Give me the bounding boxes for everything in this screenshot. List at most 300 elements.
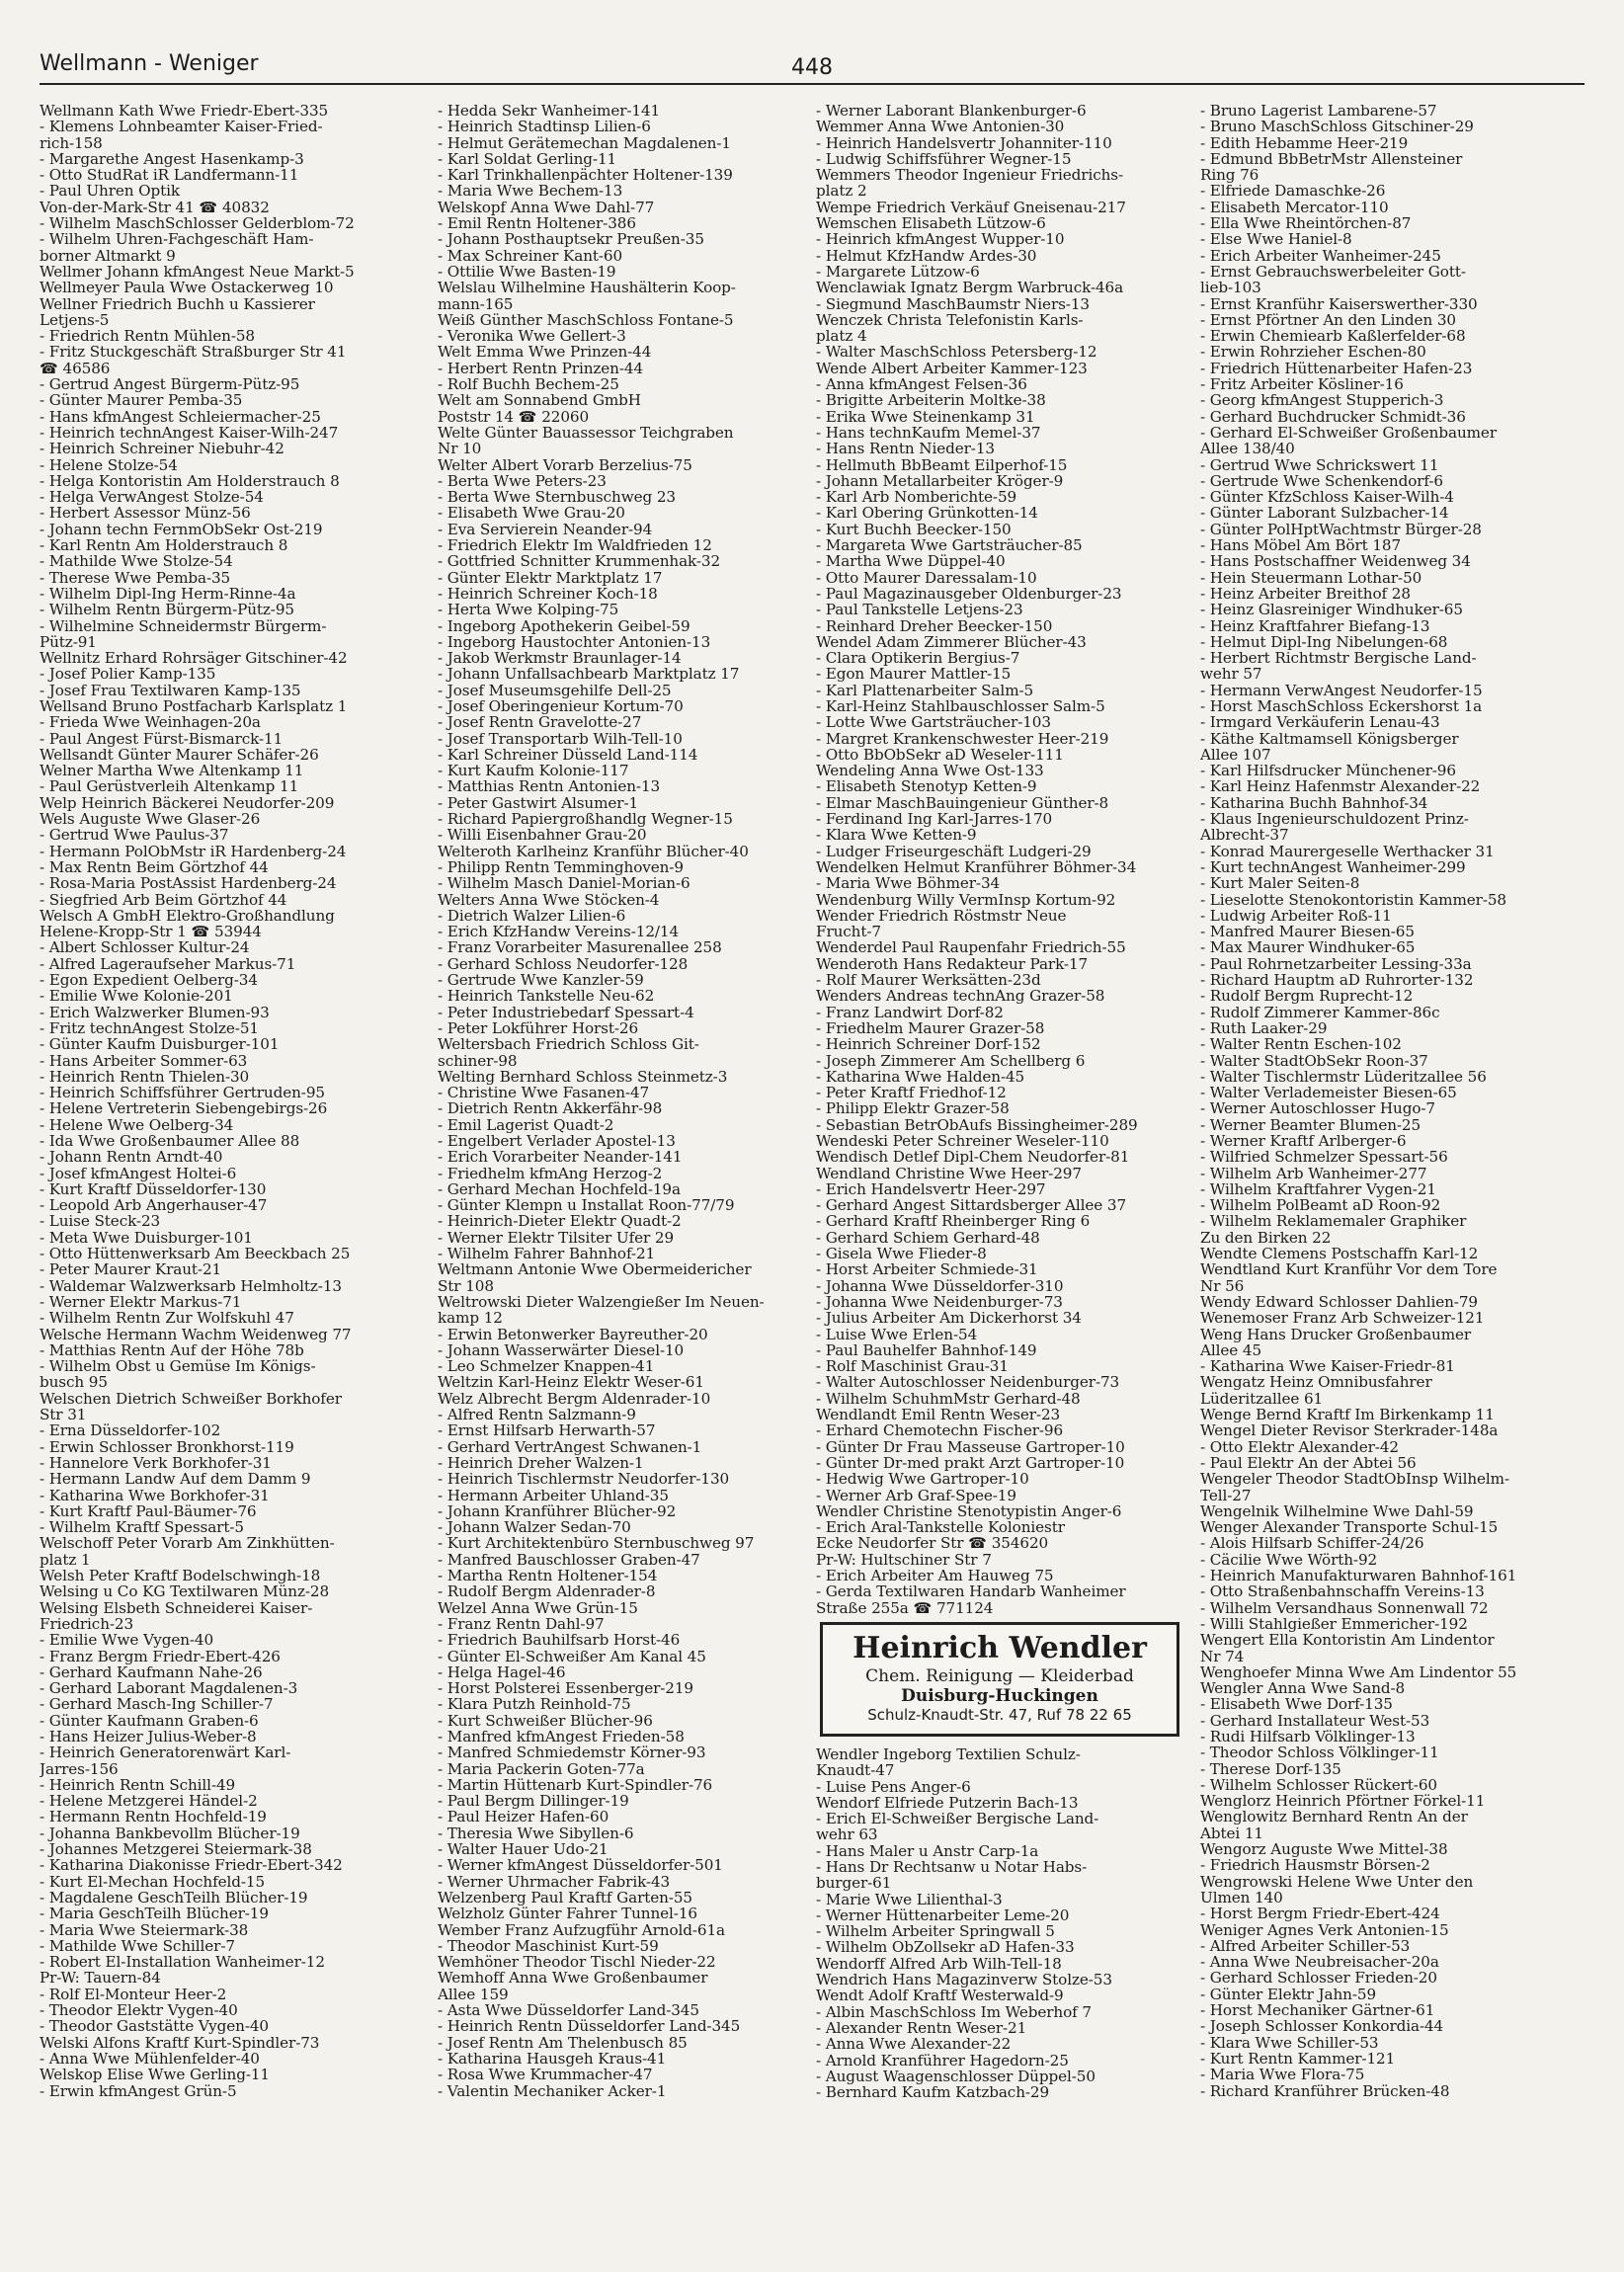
directory-entry: - Maria GeschTeilh Blücher-19 [40, 1906, 269, 1922]
column-2 [438, 103, 805, 2236]
directory-entry: Wendland Christine Wwe Heer-297 [816, 1165, 1082, 1181]
directory-entry: - Horst Bergm Friedr-Ebert-424 [1200, 1906, 1440, 1922]
directory-entry: - Johanna Bankbevollm Blücher-19 [40, 1825, 300, 1842]
directory-entry: - Maria Wwe Bechem-13 [438, 183, 623, 200]
directory-entry: - Hermann Rentn Hochfeld-19 [40, 1809, 267, 1826]
directory-entry: Ecke Neudorfer Str ☎ 354620 [816, 1535, 1049, 1552]
directory-entry: - Rudi Hilfsarb Völklinger-13 [1200, 1728, 1416, 1745]
directory-entry: Wember Franz Aufzugführ Arnold-61a [438, 1921, 726, 1938]
directory-entry: - Franz Vorarbeiter Masurenallee 258 [438, 939, 722, 956]
directory-entry: - Bruno MaschSchloss Gitschiner-29 [1200, 119, 1474, 135]
directory-entry: - Eva Servierein Neander-94 [438, 521, 653, 538]
directory-entry: - Walter Hauer Udo-21 [438, 1841, 609, 1858]
directory-entry: - Theodor Maschinist Kurt-59 [438, 1937, 659, 1955]
directory-entry: busch 95 [40, 1374, 108, 1391]
directory-entry: Welslau Wilhelmine Haushälterin Koop- [438, 280, 736, 296]
directory-entry: - Franz Landwirt Dorf-82 [816, 1004, 1004, 1020]
directory-entry: - Helene Vertreterin Siebengebirgs-26 [40, 1100, 328, 1117]
directory-entry: - Wilhelm ObZollsekr aD Hafen-33 [816, 1939, 1075, 1956]
directory-entry: - Magdalene GeschTeilh Blücher-19 [40, 1889, 308, 1907]
directory-entry: - Otto BbObSekr aD Weseler-111 [816, 746, 1064, 764]
directory-entry: - Josef Frau Textilwaren Kamp-135 [40, 682, 301, 698]
directory-entry: - Anna kfmAngest Felsen-36 [816, 376, 1027, 393]
directory-entry: - Helene Stolze-54 [40, 456, 178, 473]
directory-entry: - Frieda Wwe Weinhagen-20a [40, 714, 261, 731]
directory-entry: - Karl Plattenarbeiter Salm-5 [816, 682, 1034, 698]
directory-entry: - Leo Schmelzer Knappen-41 [438, 1358, 655, 1375]
directory-entry: - Philipp Elektr Grazer-58 [816, 1100, 1010, 1117]
directory-entry: - Günter KfzSchloss Kaiser-Wilh-4 [1200, 489, 1454, 506]
directory-entry: - Irmgard Verkäuferin Lenau-43 [1200, 714, 1440, 731]
directory-entry: - Johannes Metzgerei Steiermark-38 [40, 1841, 312, 1858]
directory-entry: - Katharina Hausgeh Kraus-41 [438, 2050, 667, 2068]
directory-entry: - Margareta Wwe Gartsträucher-85 [816, 537, 1083, 554]
directory-entry: - Otto Elektr Alexander-42 [1200, 1438, 1399, 1455]
directory-entry: - Robert El-Installation Wanheimer-12 [40, 1954, 325, 1971]
advertisement-box [820, 1622, 1179, 1737]
directory-entry: - Paul Magazinausgeber Oldenburger-23 [816, 585, 1122, 603]
header-range: Wellmann - Weniger [40, 51, 259, 76]
directory-entry: - Emilie Wwe Kolonie-201 [40, 988, 233, 1005]
directory-entry: - Veronika Wwe Gellert-3 [438, 328, 626, 345]
directory-entry: - Werner Autoschlosser Hugo-7 [1200, 1100, 1435, 1117]
directory-entry: Ring 76 [1200, 167, 1259, 184]
directory-entry: - Richard Papiergroßhandlg Wegner-15 [438, 811, 733, 828]
directory-entry: - Klara Wwe Schiller-53 [1200, 2034, 1379, 2051]
directory-entry: Wendlandt Emil Rentn Weser-23 [816, 1407, 1061, 1423]
directory-entry: - Günter PolHptWachtmstr Bürger-28 [1200, 521, 1482, 538]
directory-entry: Allee 159 [438, 1986, 509, 2003]
directory-entry: - Paul Gerüstverleih Altenkamp 11 [40, 778, 299, 795]
directory-entry: wehr 57 [1200, 666, 1262, 683]
directory-entry: Wendorf Elfriede Putzerin Bach-13 [816, 1794, 1079, 1812]
directory-entry: - Berta Wwe Sternbuschweg 23 [438, 489, 676, 506]
directory-entry: Wenger Alexander Transporte Schul-15 [1200, 1519, 1499, 1536]
directory-entry: - Lotte Wwe Gartsträucher-103 [816, 714, 1051, 731]
directory-entry: - Mathilde Wwe Schiller-7 [40, 1937, 235, 1955]
directory-entry: - Werner Kraftf Arlberger-6 [1200, 1133, 1407, 1150]
directory-entry: - Else Wwe Haniel-8 [1200, 231, 1352, 248]
directory-entry: Weltrowski Dieter Walzengießer Im Neuen- [438, 1293, 765, 1311]
directory-entry: Welt am Sonnabend GmbH [438, 392, 641, 409]
directory-entry: - Rosa Wwe Krummacher-47 [438, 2067, 653, 2083]
directory-entry: Straße 255a ☎ 771124 [816, 1599, 994, 1616]
directory-entry: - Erich Handelsvertr Heer-297 [816, 1180, 1046, 1198]
directory-entry: - Helga Hagel-46 [438, 1663, 566, 1681]
directory-entry: - Peter Gastwirt Alsumer-1 [438, 794, 639, 812]
directory-entry: Nr 74 [1200, 1648, 1245, 1664]
directory-entry: - Johann Rentn Arndt-40 [40, 1149, 223, 1166]
directory-entry: - Kurt Kraftf Düsseldorfer-130 [40, 1180, 267, 1198]
directory-entry: - Heinrich Rentn Thielen-30 [40, 1068, 250, 1086]
directory-entry: Wendel Adam Zimmerer Blücher-43 [816, 633, 1087, 651]
directory-entry: - Joseph Zimmerer Am Schellberg 6 [816, 1052, 1086, 1069]
directory-entry: - Richard Kranführer Brücken-48 [1200, 2082, 1450, 2099]
directory-entry: rich-158 [40, 134, 103, 151]
directory-entry: lieb-103 [1200, 280, 1261, 296]
directory-entry: Welschen Dietrich Schweißer Borkhofer [40, 1390, 342, 1408]
directory-entry: - Wilhelm Schlosser Rückert-60 [1200, 1776, 1437, 1794]
directory-entry: - Käthe Kaltmamsell Königsberger [1200, 730, 1459, 747]
directory-entry: Welt Emma Wwe Prinzen-44 [438, 344, 652, 361]
directory-entry: Wengelnik Wilhelmine Wwe Dahl-59 [1200, 1502, 1474, 1520]
directory-entry: Welsh Peter Kraftf Bodelschwingh-18 [40, 1568, 321, 1584]
directory-entry: Welskopf Anna Wwe Dahl-77 [438, 199, 655, 216]
directory-entry: Wendrich Hans Magazinverw Stolze-53 [816, 1972, 1112, 1988]
directory-entry: - Friedrich Bauhilfsarb Horst-46 [438, 1632, 681, 1649]
directory-entry: - Paul Elektr An der Abtei 56 [1200, 1454, 1417, 1472]
directory-entry: - Kurt Maler Seiten-8 [1200, 875, 1360, 892]
directory-entry: - Helmut Gerätemechan Magdalenen-1 [438, 134, 731, 151]
directory-entry: Wendenburg Willy VermInsp Kortum-92 [816, 891, 1116, 908]
directory-entry: Pütz-91 [40, 633, 97, 651]
directory-entry: - Fritz technAngest Stolze-51 [40, 1019, 259, 1037]
directory-entry: Wellmer Johann kfmAngest Neue Markt-5 [40, 263, 355, 281]
directory-entry: - Erhard Chemotechn Fischer-96 [816, 1422, 1064, 1439]
directory-entry: - Erika Wwe Steinenkamp 31 [816, 408, 1035, 425]
directory-entry: - Engelbert Verlader Apostel-13 [438, 1133, 676, 1150]
directory-entry: - Werner Uhrmacher Fabrik-43 [438, 1873, 671, 1890]
directory-entry: - Albert Schlosser Kultur-24 [40, 939, 250, 956]
directory-entry: Wels Auguste Wwe Glaser-26 [40, 811, 261, 828]
directory-entry: Zu den Birken 22 [1200, 1229, 1332, 1247]
directory-entry: - Gerhard Angest Sittardsberger Allee 37 [816, 1197, 1127, 1214]
directory-entry: - Alfred Lageraufseher Markus-71 [40, 955, 296, 973]
directory-entry: - Heinrich Tischlermstr Neudorfer-130 [438, 1471, 730, 1488]
directory-entry: wehr 63 [816, 1826, 878, 1843]
directory-entry: - Margarethe Angest Hasenkamp-3 [40, 150, 304, 168]
directory-entry: - Helga VerwAngest Stolze-54 [40, 489, 264, 506]
directory-entry: Wemschen Elisabeth Lützow-6 [816, 215, 1046, 232]
directory-entry: Str 31 [40, 1407, 87, 1423]
directory-entry: - Luise Pens Anger-6 [816, 1778, 971, 1795]
directory-entry: - Manfred kfmAngest Frieden-58 [438, 1728, 685, 1745]
directory-entry: - Paul Heizer Hafen-60 [438, 1809, 609, 1826]
directory-entry: - Günter Kaufmann Graben-6 [40, 1712, 259, 1729]
directory-entry: - Max Schreiner Kant-60 [438, 247, 623, 264]
directory-entry: - Paul Rohrnetzarbeiter Lessing-33a [1200, 955, 1472, 973]
directory-entry: - Ida Wwe Großenbaumer Allee 88 [40, 1133, 300, 1150]
directory-entry: Wengatz Heinz Omnibusfahrer [1200, 1374, 1432, 1391]
directory-entry: - Josef Transportarb Wilh-Tell-10 [438, 730, 683, 747]
directory-entry: Welting Bernhard Schloss Steinmetz-3 [438, 1068, 728, 1086]
directory-entry: - Hans Maler u Anstr Carp-1a [816, 1842, 1039, 1859]
directory-entry: - Hellmuth BbBeamt Eilperhof-15 [816, 456, 1068, 473]
column-4 [1200, 103, 1568, 2236]
directory-entry: - Egon Maurer Mattler-15 [816, 666, 1012, 683]
directory-entry: Wendisch Detlef Dipl-Chem Neudorfer-81 [816, 1149, 1130, 1166]
directory-entry: - Erich Walzwerker Blumen-93 [40, 1004, 270, 1020]
directory-entry: - Johann Posthauptsekr Preußen-35 [438, 231, 704, 248]
directory-entry: - Otto Straßenbahnschaffn Vereins-13 [1200, 1583, 1485, 1600]
directory-entry: - Erwin Chemiearb Kaßlerfelder-68 [1200, 328, 1466, 345]
directory-entry: - Franz Bergm Friedr-Ebert-426 [40, 1648, 281, 1664]
directory-entry: Welski Alfons Kraftf Kurt-Spindler-73 [40, 2034, 320, 2051]
directory-entry: Wenghoefer Minna Wwe Am Lindentor 55 [1200, 1663, 1517, 1681]
directory-entry: ☎ 46586 [40, 360, 111, 377]
directory-entry: - Wilhelm Obst u Gemüse Im Königs- [40, 1358, 316, 1375]
directory-entry: - Anna Wwe Neubreisacher-20a [1200, 1954, 1439, 1971]
directory-entry: - Bernhard Kaufm Katzbach-29 [816, 2084, 1050, 2101]
directory-entry: - Gerhard Mechan Hochfeld-19a [438, 1180, 681, 1198]
directory-entry: - Friedrich Elektr Im Waldfrieden 12 [438, 537, 712, 554]
directory-entry: - Karl Schreiner Düsseld Land-114 [438, 746, 698, 764]
directory-entry: - Erich KfzHandw Vereins-12/14 [438, 924, 680, 940]
directory-entry: - Willi Stahlgießer Emmericher-192 [1200, 1615, 1468, 1633]
directory-entry: - Kurt Kraftf Paul-Bäumer-76 [40, 1502, 257, 1520]
directory-entry: - Lieselotte Stenokontoristin Kammer-58 [1200, 891, 1506, 908]
directory-entry: - Wilhelm Kraftf Spessart-5 [40, 1519, 244, 1536]
directory-entry: - Otto Hüttenwerksarb Am Beeckbach 25 [40, 1246, 351, 1262]
directory-entry: - Horst Mechaniker Gärtner-61 [1200, 2002, 1435, 2019]
directory-entry: - Berta Wwe Peters-23 [438, 472, 607, 490]
directory-entry: Wenderdel Paul Raupenfahr Friedrich-55 [816, 939, 1126, 956]
directory-entry: - Karl Trinkhallenpächter Holtener-139 [438, 167, 733, 184]
directory-entry: Welzel Anna Wwe Grün-15 [438, 1599, 638, 1616]
directory-entry: - Emilie Wwe Vygen-40 [40, 1632, 214, 1649]
directory-entry: - Maria Wwe Böhmer-34 [816, 875, 1001, 892]
directory-entry: - Egon Expedient Oelberg-34 [40, 972, 258, 989]
directory-entry: Weltersbach Friedrich Schloss Git- [438, 1036, 699, 1053]
directory-entry: - Josef Oberingenieur Kortum-70 [438, 697, 684, 715]
directory-entry: Wendler Christine Stenotypistin Anger-6 [816, 1502, 1122, 1520]
directory-entry: - Ottilie Wwe Basten-19 [438, 263, 616, 281]
directory-entry: - Hans technKaufm Memel-37 [816, 424, 1041, 442]
directory-entry: Wengert Ella Kontoristin Am Lindentor [1200, 1632, 1495, 1649]
directory-entry: - Alexander Rentn Weser-21 [816, 2019, 1027, 2037]
directory-entry: - Theresia Wwe Sibyllen-6 [438, 1825, 634, 1842]
directory-entry: schiner-98 [438, 1052, 518, 1069]
directory-entry: Frucht-7 [816, 924, 881, 940]
directory-entry: - Edmund BbBetrMstr Allensteiner [1200, 150, 1463, 168]
directory-entry: Welte Günter Bauassessor Teichgraben [438, 424, 734, 442]
directory-entry: - Valentin Mechaniker Acker-1 [438, 2082, 667, 2099]
directory-entry: - Heinrich Tankstelle Neu-62 [438, 988, 655, 1005]
directory-entry: - Klara Wwe Ketten-9 [816, 827, 977, 844]
directory-entry: - Therese Dorf-135 [1200, 1760, 1341, 1777]
directory-entry: - Gerhard Masch-Ing Schiller-7 [40, 1696, 274, 1713]
directory-entry: - Luise Wwe Erlen-54 [816, 1326, 978, 1342]
directory-entry: - Manfred Schmiedemstr Körner-93 [438, 1745, 706, 1761]
directory-entry: Helene-Kropp-Str 1 ☎ 53944 [40, 924, 262, 940]
directory-entry: Wenge Bernd Kraftf Im Birkenkamp 11 [1200, 1407, 1495, 1423]
directory-entry: - Katharina Buchh Bahnhof-34 [1200, 794, 1428, 812]
directory-entry: Wengler Anna Wwe Sand-8 [1200, 1680, 1406, 1697]
directory-entry: Wemmers Theodor Ingenieur Friedrichs- [816, 167, 1124, 184]
directory-entry: - Walter Tischlermstr Lüderitzallee 56 [1200, 1068, 1487, 1086]
directory-entry: - Heinrich Manufakturwaren Bahnhof-161 [1200, 1568, 1517, 1584]
ad-line3: Schulz-Knaudt-Str. 47, Ruf 78 22 65 [867, 1705, 1132, 1724]
directory-entry: - Herta Wwe Kolping-75 [438, 602, 619, 618]
directory-entry: Lüderitzallee 61 [1200, 1390, 1324, 1408]
directory-entry: - Werner Laborant Blankenburger-6 [816, 103, 1087, 120]
directory-entry: - Gerhard Schiem Gerhard-48 [816, 1229, 1040, 1247]
directory-entry: - Johann Walzer Sedan-70 [438, 1519, 631, 1536]
directory-entry: - Erich Aral-Tankstelle Koloniestr [816, 1519, 1065, 1536]
directory-entry: burger-61 [816, 1875, 892, 1892]
directory-entry: - Edith Hebamme Heer-219 [1200, 134, 1409, 151]
directory-entry: - Gerhard Buchdrucker Schmidt-36 [1200, 408, 1466, 425]
directory-entry: - Wilhelm Masch Daniel-Morian-6 [438, 875, 690, 892]
directory-entry: - Wilhelm PolBeamt aD Roon-92 [1200, 1197, 1441, 1214]
directory-entry: - Sebastian BetrObAufs Bissingheimer-289 [816, 1116, 1138, 1133]
directory-entry: - Friedrich Hüttenarbeiter Hafen-23 [1200, 360, 1473, 377]
directory-entry: - Ruth Laaker-29 [1200, 1019, 1328, 1037]
directory-entry: Str 108 [438, 1277, 494, 1294]
directory-entry: - Dietrich Rentn Akkerfähr-98 [438, 1100, 663, 1117]
directory-entry: - Werner Elektr Markus-71 [40, 1293, 242, 1311]
directory-entry: - Gertrud Wwe Schrickswert 11 [1200, 456, 1439, 473]
directory-entry: - Walter Rentn Eschen-102 [1200, 1036, 1402, 1053]
directory-entry: - Martin Hüttenarb Kurt-Spindler-76 [438, 1776, 713, 1794]
directory-entry: - Günter Elektr Jahn-59 [1200, 1986, 1377, 2003]
directory-entry: - Siegfried Arb Beim Görtzhof 44 [40, 891, 287, 908]
directory-entry: - Martha Rentn Holtener-154 [438, 1568, 658, 1584]
page-number: 448 [791, 55, 833, 80]
directory-entry: - Siegmund MaschBaumstr Niers-13 [816, 295, 1090, 312]
directory-entry: - Klaus Ingenieurschuldozent Prinz- [1200, 811, 1469, 828]
directory-entry: - Theodor Gaststätte Vygen-40 [40, 2018, 269, 2035]
directory-entry: - Georg kfmAngest Stupperich-3 [1200, 392, 1444, 409]
directory-entry: platz 2 [816, 183, 867, 200]
directory-entry: - Ernst Kranführ Kaiserswerther-330 [1200, 295, 1478, 312]
directory-entry: - Elmar MaschBauingenieur Günther-8 [816, 794, 1109, 812]
directory-entry: Wengorz Auguste Wwe Mittel-38 [1200, 1841, 1448, 1858]
directory-entry: - Ferdinand Ing Karl-Jarres-170 [816, 811, 1053, 828]
directory-entry: Wellsandt Günter Maurer Schäfer-26 [40, 746, 319, 764]
directory-entry: - Paul Bergm Dillinger-19 [438, 1793, 629, 1810]
directory-entry: - Werner Elektr Tilsiter Ufer 29 [438, 1229, 675, 1247]
directory-entry: Tell-27 [1200, 1487, 1252, 1503]
directory-entry: - Franz Rentn Dahl-97 [438, 1615, 605, 1633]
directory-entry: - Wilhelm Uhren-Fachgeschäft Ham- [40, 231, 314, 248]
directory-entry: - Karl Soldat Gerling-11 [438, 150, 617, 168]
directory-entry: - Johann Metallarbeiter Kröger-9 [816, 472, 1064, 490]
directory-entry: - Margarete Lützow-6 [816, 263, 980, 281]
directory-entry: - Hans Arbeiter Sommer-63 [40, 1052, 248, 1069]
directory-entry: Allee 138/40 [1200, 441, 1295, 457]
directory-entry: - Heinrich-Dieter Elektr Quadt-2 [438, 1213, 682, 1230]
directory-entry: - Josef Polier Kamp-135 [40, 666, 216, 683]
directory-entry: Friedrich-23 [40, 1615, 134, 1633]
directory-entry: - Wilfried Schmelzer Spessart-56 [1200, 1149, 1448, 1166]
directory-entry: Welz Albrecht Bergm Aldenrader-10 [438, 1390, 711, 1408]
directory-entry: - Hannelore Verk Borkhofer-31 [40, 1454, 272, 1472]
directory-entry: - Helga Kontoristin Am Holderstrauch 8 [40, 472, 340, 490]
directory-entry: - Wilhelmine Schneidermstr Bürgerm- [40, 617, 327, 634]
directory-entry: - Erich Arbeiter Am Hauweg 75 [816, 1568, 1054, 1584]
directory-entry: Wellmann Kath Wwe Friedr-Ebert-335 [40, 103, 329, 120]
directory-entry: - Karl Arb Nomberichte-59 [816, 489, 1017, 506]
directory-entry: - Hans Heizer Julius-Weber-8 [40, 1728, 257, 1745]
directory-entry: Wende Albert Arbeiter Kammer-123 [816, 360, 1088, 377]
directory-entry: - Horst Polsterei Essenberger-219 [438, 1680, 693, 1697]
directory-entry: - Helmut KfzHandw Ardes-30 [816, 247, 1037, 264]
directory-entry: - Elfriede Damaschke-26 [1200, 183, 1386, 200]
directory-entry: - Wilhelm Arbeiter Springwall 5 [816, 1923, 1055, 1940]
directory-entry: - Leopold Arb Angerhauser-47 [40, 1197, 268, 1214]
directory-entry: Wendt Adolf Kraftf Westerwald-9 [816, 1988, 1064, 2004]
directory-entry: mann-165 [438, 295, 514, 312]
directory-entry: Wengel Dieter Revisor Sterkrader-148a [1200, 1422, 1499, 1439]
directory-entry: - Matthias Rentn Antonien-13 [438, 778, 661, 795]
directory-entry: - Gerhard El-Schweißer Großenbaumer [1200, 424, 1497, 442]
directory-entry: - Josef Rentn Am Thelenbusch 85 [438, 2034, 688, 2051]
directory-entry: - Paul Tankstelle Letjens-23 [816, 602, 1023, 618]
directory-entry: - August Waagenschlosser Düppel-50 [816, 2068, 1096, 2085]
directory-entry: - Arnold Kranführer Hagedorn-25 [816, 2052, 1069, 2069]
directory-entry: - Johann Kranführer Blücher-92 [438, 1502, 677, 1520]
directory-entry: - Ernst Pförtner An den Linden 30 [1200, 311, 1456, 329]
directory-entry: - Werner Hüttenarbeiter Leme-20 [816, 1907, 1070, 1924]
directory-entry: - Heinrich Handelsvertr Johanniter-110 [816, 134, 1112, 151]
directory-entry: - Maria Wwe Flora-75 [1200, 2067, 1365, 2083]
directory-entry: - Katharina Wwe Kaiser-Friedr-81 [1200, 1358, 1455, 1375]
directory-entry: - Gertrude Wwe Kanzler-59 [438, 972, 644, 989]
directory-entry: Albrecht-37 [1200, 827, 1289, 844]
directory-entry: Welzholz Günter Fahrer Tunnel-16 [438, 1906, 697, 1922]
directory-entry: - Hans kfmAngest Schleiermacher-25 [40, 408, 321, 425]
directory-entry: - Heinz Arbeiter Breithof 28 [1200, 585, 1411, 603]
directory-entry: - Maria Wwe Steiermark-38 [40, 1921, 249, 1938]
directory-entry: - Walter MaschSchloss Petersberg-12 [816, 344, 1097, 361]
directory-entry: - Gerhard Schlosser Frieden-20 [1200, 1970, 1437, 1987]
directory-entry: - Fritz Arbeiter Kösliner-16 [1200, 376, 1404, 393]
directory-entry: - Rolf Maurer Werksätten-23d [816, 972, 1041, 989]
directory-entry: - Peter Maurer Kraut-21 [40, 1261, 222, 1278]
directory-entry: - Matthias Rentn Auf der Höhe 78b [40, 1341, 304, 1359]
directory-entry: - Josef Rentn Gravelotte-27 [438, 714, 642, 731]
directory-entry: - Cäcilie Wwe Wörth-92 [1200, 1551, 1378, 1569]
directory-entry: Wendler Ingeborg Textilien Schulz- [816, 1745, 1081, 1763]
directory-entry: - Helene Metzgerei Händel-2 [40, 1793, 258, 1810]
directory-entry: - Hermann Landw Auf dem Damm 9 [40, 1471, 311, 1488]
directory-entry: - Werner kfmAngest Düsseldorfer-501 [438, 1857, 723, 1874]
directory-entry: - Bruno Lagerist Lambarene-57 [1200, 103, 1437, 120]
directory-entry: - Gertrud Angest Bürgerm-Pütz-95 [40, 376, 300, 393]
directory-entry: - Klara Putzh Reinhold-75 [438, 1696, 631, 1713]
directory-entry: - Heinrich Schreiner Niebuhr-42 [40, 441, 284, 457]
directory-entry: - Erwin Betonwerker Bayreuther-20 [438, 1326, 708, 1342]
directory-entry: Wenclawiak Ignatz Bergm Warbruck-46a [816, 280, 1124, 296]
directory-entry: - Ella Wwe Rheintörchen-87 [1200, 215, 1412, 232]
directory-entry: - Günter Klempn u Installat Roon-77/79 [438, 1197, 735, 1214]
directory-entry: - Klemens Lohnbeamter Kaiser-Fried- [40, 119, 323, 135]
directory-entry: - Horst Arbeiter Schmiede-31 [816, 1261, 1038, 1278]
directory-entry: - Heinrich technAngest Kaiser-Wilh-247 [40, 424, 339, 442]
directory-entry: - Günter Elektr Marktplatz 17 [438, 569, 663, 586]
directory-entry: - Kurt Rentn Kammer-121 [1200, 2050, 1396, 2068]
directory-entry: - Friedhelm Maurer Grazer-58 [816, 1019, 1045, 1037]
directory-entry: - Jakob Werkmstr Braunlager-14 [438, 650, 682, 667]
directory-entry: - Meta Wwe Duisburger-101 [40, 1229, 253, 1247]
directory-entry: - Wilhelm MaschSchlosser Gelderblom-72 [40, 215, 355, 232]
directory-entry: Nr 56 [1200, 1277, 1245, 1294]
directory-entry: - Rosa-Maria PostAssist Hardenberg-24 [40, 875, 337, 892]
directory-entry: - Rudolf Bergm Aldenrader-8 [438, 1583, 656, 1600]
directory-entry: - Brigitte Arbeiterin Moltke-38 [816, 392, 1046, 409]
directory-entry: - Philipp Rentn Temminghoven-9 [438, 858, 684, 876]
directory-entry: - Ludger Friseurgeschäft Ludgeri-29 [816, 843, 1092, 859]
directory-entry: - Günter El-Schweißer Am Kanal 45 [438, 1648, 706, 1664]
directory-entry: - Maria Packerin Goten-77a [438, 1760, 645, 1777]
directory-entry: - Erna Düsseldorfer-102 [40, 1422, 221, 1439]
directory-entry: - Johann techn FernmObSekr Ost-219 [40, 521, 323, 538]
directory-entry: - Christine Wwe Fasanen-47 [438, 1085, 650, 1101]
directory-entry: - Kurt Buchh Beecker-150 [816, 521, 1012, 538]
directory-entry: - Rudolf Zimmerer Kammer-86c [1200, 1004, 1440, 1020]
directory-entry: - Gerda Textilwaren Handarb Wanheimer [816, 1583, 1126, 1600]
